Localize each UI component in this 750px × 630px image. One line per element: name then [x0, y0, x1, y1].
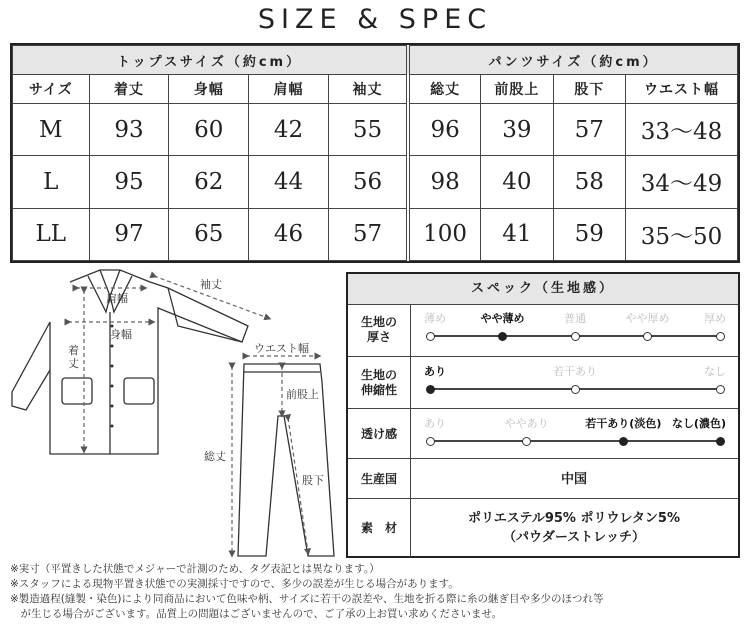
table-cell: 40	[481, 156, 553, 208]
scale-option-label: ややあり	[504, 417, 549, 430]
col-header: ウエスト幅	[626, 75, 738, 104]
col-header: 股下	[553, 75, 625, 104]
size-header-row	[13, 75, 738, 104]
scale-dot	[426, 385, 435, 394]
body-width-label: 身幅	[110, 328, 132, 341]
origin-value: 中国	[560, 471, 587, 487]
spec-label: 生産国	[348, 459, 411, 499]
spec-title: スペック（生地感）	[348, 274, 738, 305]
table-cell: 95	[89, 156, 169, 208]
col-header: 身幅	[169, 75, 249, 104]
material-line2: （パウダーストレッチ）	[502, 530, 646, 545]
spec-label: 生地の 厚さ	[348, 304, 411, 356]
table-cell: 34〜49	[626, 156, 738, 208]
inseam-label: 股下	[302, 474, 324, 487]
note-line: ※スタッフによる現物平置き状態での実測採寸ですので、多少の誤差が生じる場合があります。	[10, 578, 459, 590]
table-cell: 100	[408, 208, 480, 260]
col-header: 前股上	[481, 75, 553, 104]
spec-label: 素 材	[348, 499, 411, 557]
scale-dot	[426, 332, 435, 341]
table-cell: 57	[553, 104, 625, 156]
table-cell: 58	[553, 156, 625, 208]
scale-dot	[571, 385, 580, 394]
spec-table	[346, 272, 740, 558]
scale-dot	[643, 332, 652, 341]
spec-row-thickness	[348, 304, 738, 356]
scale-dot	[571, 332, 580, 341]
table-cell: 41	[481, 208, 553, 260]
size-table	[10, 43, 740, 263]
scale-dot	[716, 385, 725, 394]
table-cell: L	[13, 156, 90, 208]
scale-dot	[498, 332, 507, 341]
sleeve-label: 袖丈	[200, 278, 222, 291]
stretch-scale	[410, 357, 738, 409]
material-line1: ポリエステル95% ポリウレタン5%	[467, 511, 681, 526]
scale-dot	[619, 437, 628, 446]
scale-line	[430, 440, 720, 442]
col-header: 袖丈	[328, 75, 408, 104]
scale-dot	[716, 332, 725, 341]
note-line: が生じる場合がございます。品質上の問題はございませんので、ご了承の上お買い求めくださいませ。	[10, 608, 503, 620]
spec-row-stretch	[348, 356, 738, 409]
scale-dot	[522, 437, 531, 446]
thickness-scale	[410, 304, 738, 356]
table-cell: 44	[249, 156, 329, 208]
table-row	[13, 156, 738, 208]
scale-option-label: 普通	[564, 312, 586, 325]
scale-option-label: 若干あり	[553, 365, 597, 378]
notes	[10, 562, 745, 622]
total-length-label: 総丈	[204, 450, 226, 463]
table-cell: 39	[481, 104, 553, 156]
waist-label: ウエスト幅	[254, 342, 309, 355]
scale-dot	[426, 437, 435, 446]
scale-option-label: なし	[704, 365, 726, 378]
table-cell: 46	[249, 208, 329, 260]
pants-size-title: パンツサイズ（約cm）	[408, 46, 737, 75]
table-cell: 97	[89, 208, 169, 260]
spec-row-sheer	[348, 408, 738, 459]
scale-option-label: あり	[424, 365, 446, 378]
table-cell: 98	[408, 156, 480, 208]
table-cell: 62	[169, 156, 249, 208]
note-line: ※実寸（平置きした状態でメジャーで計測のため、タグ表記とは異なります。）	[10, 563, 380, 575]
note-line: ※製造過程(縫製・染色)により同商品において色味や柄、サイズに若干の誤差や、生地を折る際に糸の継ぎ目や多少のほつれ等	[10, 593, 604, 605]
scale-option-label: 厚め	[704, 312, 726, 325]
garment-diagram	[8, 266, 338, 562]
garment-illustration	[8, 266, 338, 562]
spec-row-origin	[348, 458, 738, 499]
tops-size-title: トップスサイズ（約cm）	[13, 46, 409, 75]
table-cell: 96	[408, 104, 480, 156]
table-cell: 93	[89, 104, 169, 156]
front-rise-label: 前股上	[286, 388, 319, 401]
col-header: 着丈	[89, 75, 169, 104]
spec-label: 生地の 伸縮性	[348, 357, 411, 409]
table-row	[13, 208, 738, 260]
scale-option-label: 薄め	[424, 312, 446, 325]
table-cell: 55	[328, 104, 408, 156]
table-cell: 35〜50	[626, 208, 738, 260]
scale-option-label: やや薄め	[480, 312, 525, 325]
shirt-outline	[12, 270, 248, 454]
scale-option-label: あり	[424, 417, 446, 430]
table-row	[13, 104, 738, 156]
scale-option-label: なし(濃色)	[671, 417, 726, 430]
shoulder-label: 肩幅	[106, 292, 128, 305]
col-header: 肩幅	[249, 75, 329, 104]
table-cell: 65	[169, 208, 249, 260]
spec-row-material	[348, 498, 738, 557]
spec-label: 透け感	[348, 409, 411, 459]
scale-option-label: やや厚め	[625, 312, 670, 325]
sheer-scale	[410, 409, 738, 459]
col-header: 総丈	[408, 75, 480, 104]
table-cell: 57	[328, 208, 408, 260]
length-label: 着 丈	[68, 344, 79, 370]
table-cell: 33〜48	[626, 104, 738, 156]
table-cell: 59	[553, 208, 625, 260]
table-cell: 60	[169, 104, 249, 156]
table-cell: M	[13, 104, 90, 156]
page-title: SIZE & SPEC	[257, 4, 493, 35]
scale-dot	[716, 437, 725, 446]
table-cell: 42	[249, 104, 329, 156]
table-cell: LL	[13, 208, 90, 260]
table-cell: 56	[328, 156, 408, 208]
col-header: サイズ	[13, 75, 90, 104]
scale-option-label: 若干あり(淡色)	[585, 417, 662, 430]
